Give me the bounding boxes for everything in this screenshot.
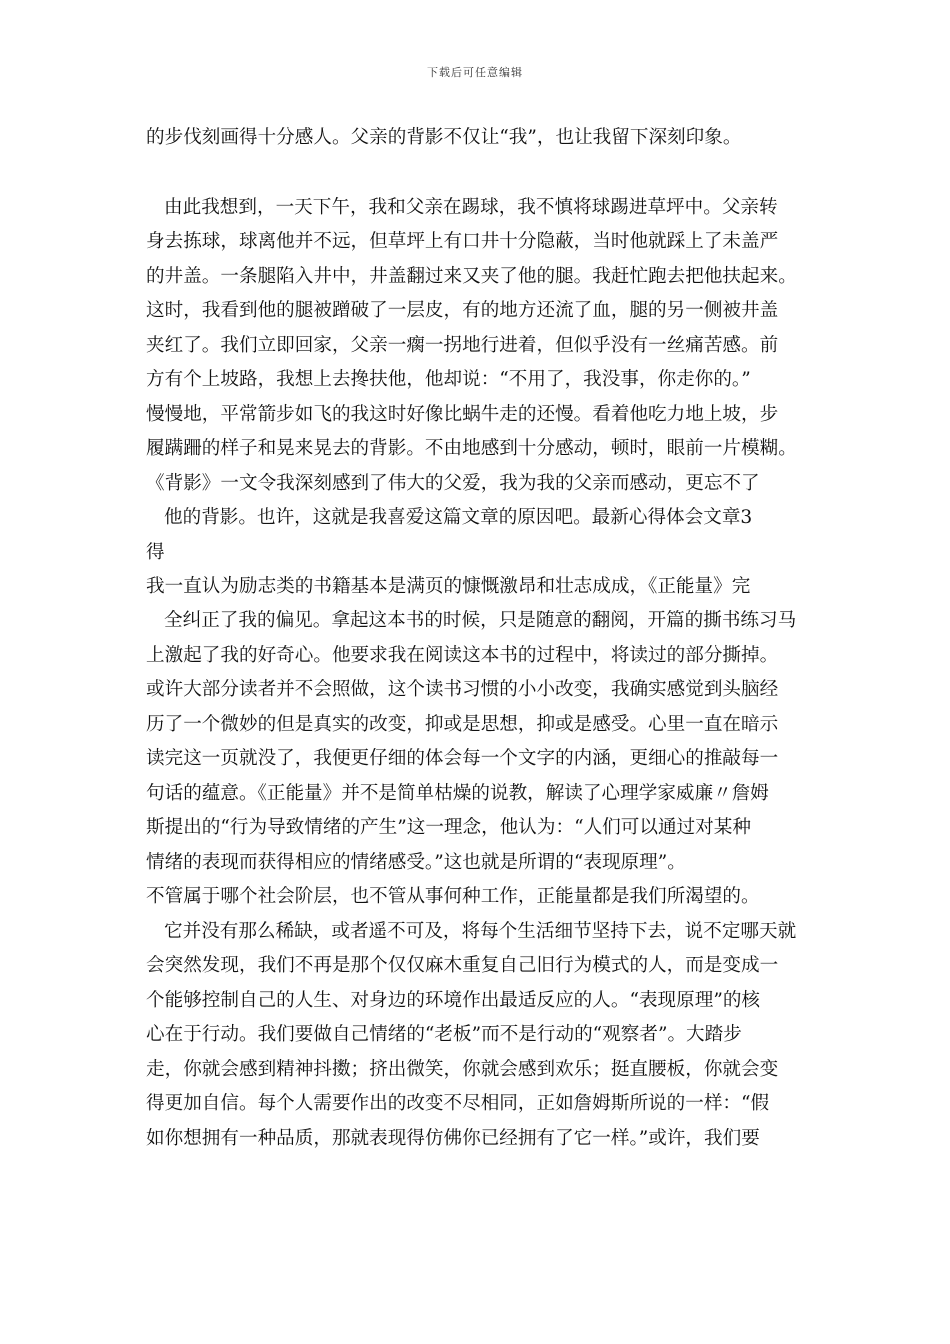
- text-line: 得: [146, 542, 165, 563]
- text-line: 会突然发现，我们不再是那个仅仅麻木重复自己旧行为模式的人，而是变成一: [146, 955, 779, 976]
- text-line: 这时，我看到他的腿被蹭破了一层皮，有的地方还流了血，腿的另一侧被井盖: [146, 300, 779, 321]
- text-line: 它并没有那么稀缺，或者遥不可及，将每个生活细节坚持下去，说不定哪天就: [164, 921, 797, 942]
- text-line: 历了一个微妙的但是真实的改变，抑或是思想，抑或是感受。心里一直在暗示: [146, 714, 779, 735]
- text-line: 或许大部分读者并不会照做，这个读书习惯的小小改变，我确实感觉到头脑经: [146, 679, 779, 700]
- text-line: 慢慢地，平常箭步如飞的我这时好像比蜗牛走的还慢。看着他吃力地上坡，步: [146, 404, 779, 425]
- text-line: 如你想拥有一种品质，那就表现得仿佛你已经拥有了它一样。”或许，我们要: [146, 1128, 760, 1149]
- text-line: 情绪的表现而获得相应的情绪感受。”这也就是所谓的“表现原理”。: [146, 852, 686, 873]
- text-line: 读完这一页就没了，我便更仔细的体会每一个文字的内涵，更细心的推敲每一: [146, 748, 779, 769]
- text-line: 斯提出的“行为导致情绪的产生”这一理念，他认为：“人们可以通过对某种: [146, 817, 751, 838]
- text-line: 的井盖。一条腿陷入井中，井盖翻过来又夹了他的腿。我赶忙跑去把他扶起来。: [146, 266, 797, 287]
- text-line: 得更加自信。每个人需要作出的改变不尽相同，正如詹姆斯所说的一样：“假: [146, 1093, 770, 1114]
- text-line: 履蹒跚的样子和晃来晃去的背影。不由地感到十分感动，顿时，眼前一片模糊。: [146, 438, 797, 459]
- text-line: 全纠正了我的偏见。拿起这本书的时候，只是随意的翻阅，开篇的撕书练习马: [164, 610, 797, 631]
- text-line: 心在于行动。我们要做自己情绪的“老板”而不是行动的“观察者”。大踏步: [146, 1024, 742, 1045]
- text-line: 由此我想到，一天下午，我和父亲在踢球，我不慎将球踢进草坪中。父亲转: [164, 197, 778, 218]
- text-line: 不管属于哪个社会阶层，也不管从事何种工作，正能量都是我们所渴望的。: [146, 886, 760, 907]
- text-line: 夹红了。我们立即回家，父亲一瘸一拐地行进着，但似乎没有一丝痛苦感。前: [146, 335, 779, 356]
- text-line: 我一直认为励志类的书籍基本是满页的慷慨激昂和壮志成成，《正能量》完: [146, 576, 751, 597]
- text-line: 他的背影。也许，这就是我喜爱这篇文章的原因吧。最新心得体会文章3: [164, 507, 753, 528]
- page-header: 下载后可任意编辑: [427, 66, 523, 79]
- text-line: 上激起了我的好奇心。他要求我在阅读这本书的过程中，将读过的部分撕掉。: [146, 645, 779, 666]
- text-line: 句话的蕴意。《正能量》并不是简单枯燥的说教，解读了心理学家威廉〃詹姆: [146, 783, 769, 804]
- text-line: 身去拣球，球离他并不远，但草坪上有口井十分隐蔽，当时他就踩上了未盖严: [146, 231, 779, 252]
- text-line: 的步伐刻画得十分感人。父亲的背影不仅让“我”，也让我留下深刻印象。: [146, 127, 742, 148]
- text-line: 走，你就会感到精神抖擞；挤出微笑，你就会感到欢乐；挺直腰板，你就会变: [146, 1059, 779, 1080]
- text-line: 方有个上坡路，我想上去搀扶他，他却说：“不用了，我没事，你走你的。”: [146, 369, 751, 390]
- text-line: 个能够控制自己的人生、对身边的环境作出最适反应的人。“表现原理”的核: [146, 990, 761, 1011]
- text-line: 《背影》一文令我深刻感到了伟大的父爱，我为我的父亲而感动，更忘不了: [146, 473, 760, 494]
